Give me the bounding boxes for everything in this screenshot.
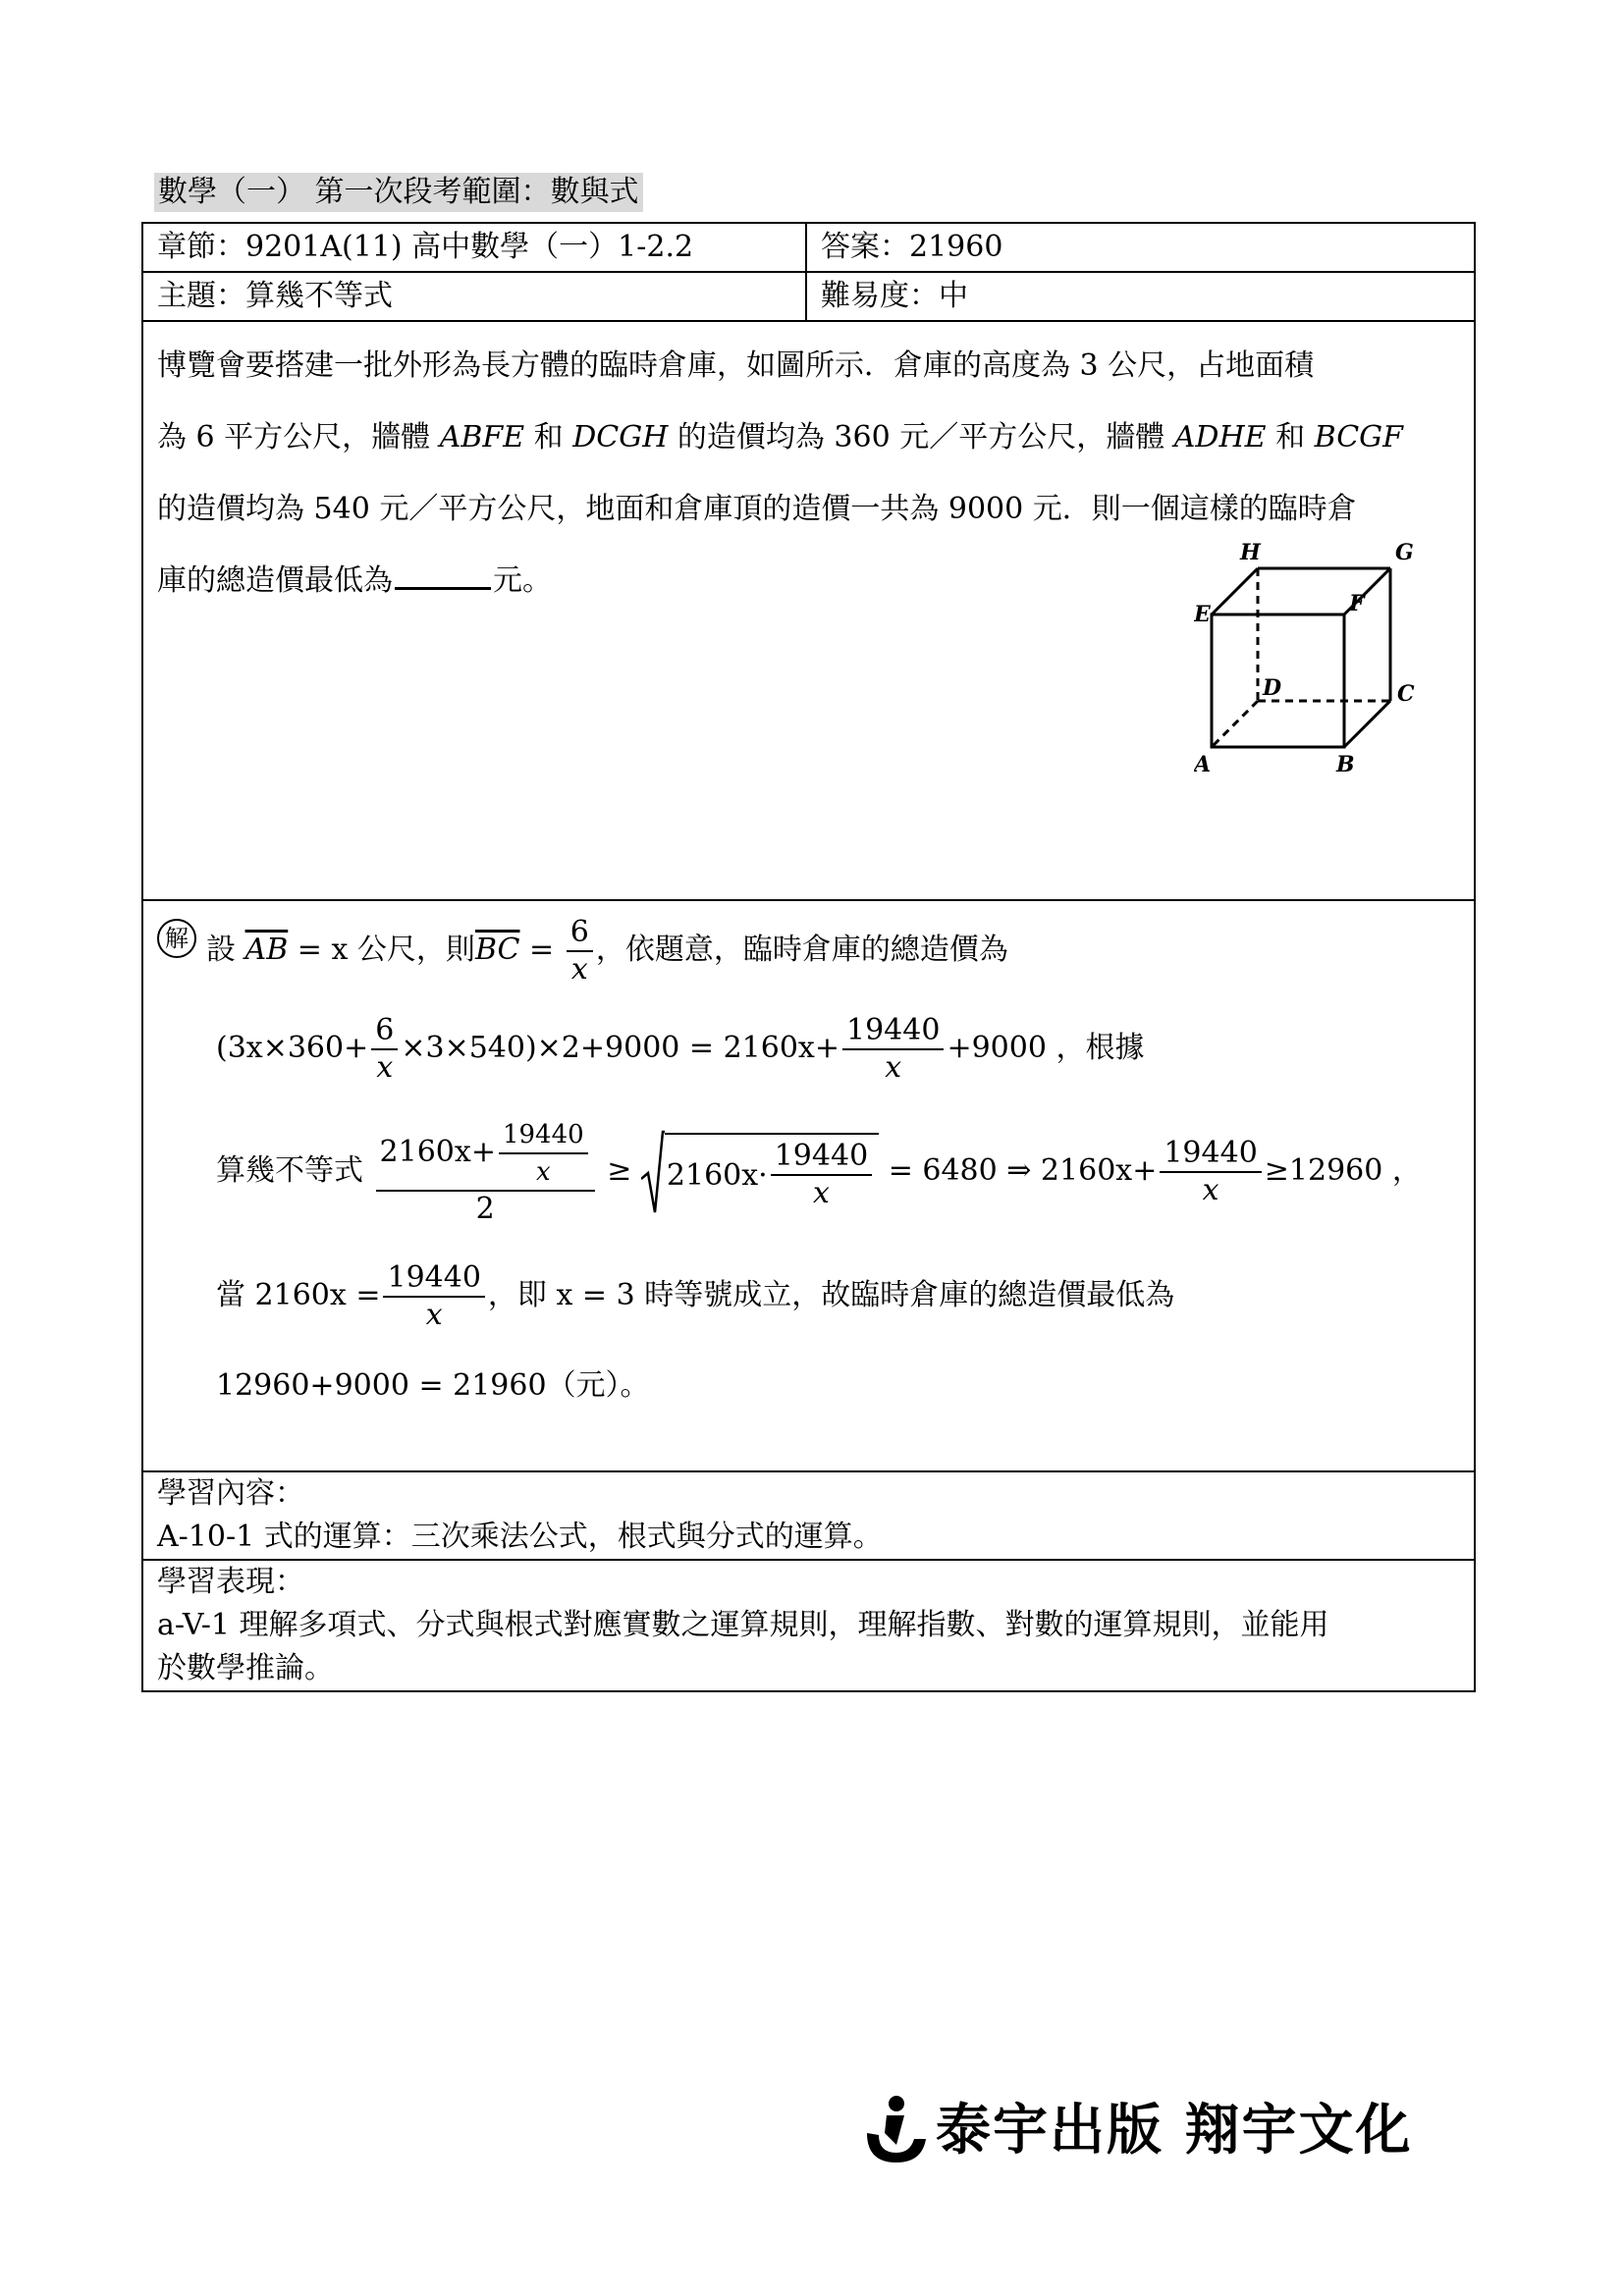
sol-seg: = 6480 ⇒ 2160x+ [888, 1153, 1158, 1188]
learning-performance-cell [142, 1560, 1475, 1691]
label-f: F [1349, 591, 1365, 616]
learning-performance-text-2: 於數學推論。 [157, 1651, 334, 1685]
question-sheet [141, 222, 1476, 1692]
sol-seg: ，依題意，臨時倉庫的總造價為 [595, 933, 1008, 967]
frac-num: 19440 [1160, 1136, 1261, 1173]
frac-den: x [885, 1050, 902, 1085]
solution-line-3 [216, 1117, 1422, 1227]
learning-content-label: 學習內容： [157, 1476, 304, 1511]
sol-seg: = x 公尺，則 [288, 933, 475, 967]
frac-den: 2 [475, 1192, 495, 1226]
frac-num: 19440 [499, 1117, 588, 1154]
page-header-title: 數學（一） 第一次段考範圍：數與式 [154, 173, 643, 212]
q-text-seg: 為 6 平方公尺，牆體 [157, 420, 440, 454]
frac-den: x [425, 1298, 443, 1332]
sqrt-body [665, 1133, 879, 1211]
fraction [1160, 1136, 1261, 1208]
answer-blank [395, 561, 491, 590]
learning-content-cell [142, 1471, 1475, 1560]
solution-line-5: 12960+9000 = 21960（元）。 [216, 1368, 650, 1403]
fraction [771, 1139, 872, 1211]
cuboid-figure [1194, 536, 1430, 781]
topic-cell: 主題：算幾不等式 [142, 272, 806, 321]
wall-adhe: ADHE [1173, 420, 1267, 454]
frac-num: 19440 [383, 1260, 484, 1298]
q-text-seg: 元。 [493, 563, 552, 598]
fraction [842, 1013, 944, 1086]
answer-cell: 答案：21960 [806, 223, 1475, 272]
sol-seg: = [519, 933, 555, 967]
sol-seg: +9000 ，根據 [947, 1031, 1145, 1065]
meta-row-1 [142, 223, 1475, 272]
publisher-logo [857, 2094, 1486, 2168]
label-h: H [1240, 540, 1261, 565]
label-b: B [1336, 752, 1355, 777]
question-line-3: 的造價均為 540 元／平方公尺，地面和倉庫頂的造價一共為 9000 元．則一個這樣的臨時倉 [157, 492, 1357, 526]
fraction [567, 915, 593, 988]
segment-ab: $\overline{AB}$ [244, 933, 289, 967]
solution-cell [142, 900, 1475, 1471]
sol-seg: 2160x+ [379, 1135, 496, 1169]
sqrt [641, 1130, 879, 1214]
solution-badge: 解 [157, 919, 196, 958]
learning-performance-text-1: a-V-1 理解多項式、分式與根式對應實數之運算規則，理解指數、對數的運算規則，並能用 [157, 1608, 1329, 1642]
wall-dcgh: DCGH [572, 420, 669, 454]
big-fraction [376, 1117, 595, 1227]
question-row [142, 321, 1475, 900]
wall-abfe: ABFE [439, 420, 525, 454]
solution-row [142, 900, 1475, 1471]
frac-den: x [1202, 1173, 1219, 1207]
sol-seg: (3x×360+ [216, 1031, 369, 1065]
label-d: D [1263, 675, 1282, 701]
question-line-1: 博覽會要搭建一批外形為長方體的臨時倉庫，如圖所示．倉庫的高度為 3 公尺，占地面積 [157, 348, 1315, 383]
sol-seg: ×3×540)×2+9000 = 2160x+ [401, 1031, 839, 1065]
fraction [371, 1013, 398, 1086]
sol-seg: 設 [206, 933, 236, 967]
q-text-seg: 和 [1266, 420, 1315, 454]
label-e: E [1194, 602, 1211, 627]
frac-den: x [535, 1157, 551, 1187]
sol-seg: 2160x· [666, 1157, 768, 1193]
sol-seg: 當 2160x = [216, 1278, 381, 1312]
fraction [499, 1117, 588, 1190]
publisher-logo-text: 泰宇出版 翔宇文化 [936, 2099, 1413, 2163]
label-g: G [1395, 540, 1414, 565]
sqrt-sign [641, 1130, 665, 1214]
solution-line-2 [216, 1013, 1144, 1086]
frac-den: x [570, 952, 588, 987]
sol-seg: 算幾不等式 [216, 1153, 363, 1188]
sol-seg: ≥ [607, 1153, 632, 1188]
frac-num [376, 1117, 595, 1192]
q-text-seg: 和 [524, 420, 573, 454]
sol-seg: ，即 x = 3 時等號成立，故臨時倉庫的總造價最低為 [487, 1278, 1175, 1312]
frac-num: 6 [567, 915, 593, 952]
chapter-cell: 章節：9201A(11) 高中數學（一）1-2.2 [142, 223, 806, 272]
sol-seg: ≥12960 ， [1264, 1153, 1422, 1188]
label-a: A [1194, 752, 1212, 777]
frac-num: 19440 [842, 1013, 944, 1050]
frac-num: 6 [371, 1013, 398, 1050]
segment-bc: $\overline{BC}$ [474, 933, 520, 967]
learning-performance-label: 學習表現： [157, 1565, 304, 1599]
difficulty-cell: 難易度：中 [806, 272, 1475, 321]
q-text-seg: 庫的總造價最低為 [157, 563, 393, 598]
meta-row-2 [142, 272, 1475, 321]
solution-line-1 [206, 915, 1008, 988]
learning-performance-row [142, 1560, 1475, 1691]
question-line-2 [157, 401, 1458, 473]
solution-line-4 [216, 1260, 1174, 1333]
publisher-logo-icon [857, 2094, 932, 2168]
fraction [383, 1260, 484, 1333]
label-c: C [1397, 681, 1415, 707]
learning-content-text: A-10-1 式的運算：三次乘法公式，根式與分式的運算。 [157, 1520, 883, 1554]
frac-den: x [812, 1176, 830, 1210]
frac-den: x [376, 1050, 394, 1085]
wall-bcgf: BCGF [1314, 420, 1403, 454]
q-text-seg: 的造價均為 360 元／平方公尺，牆體 [668, 420, 1174, 454]
question-cell [142, 321, 1475, 900]
frac-num: 19440 [771, 1139, 872, 1176]
learning-content-row [142, 1471, 1475, 1560]
